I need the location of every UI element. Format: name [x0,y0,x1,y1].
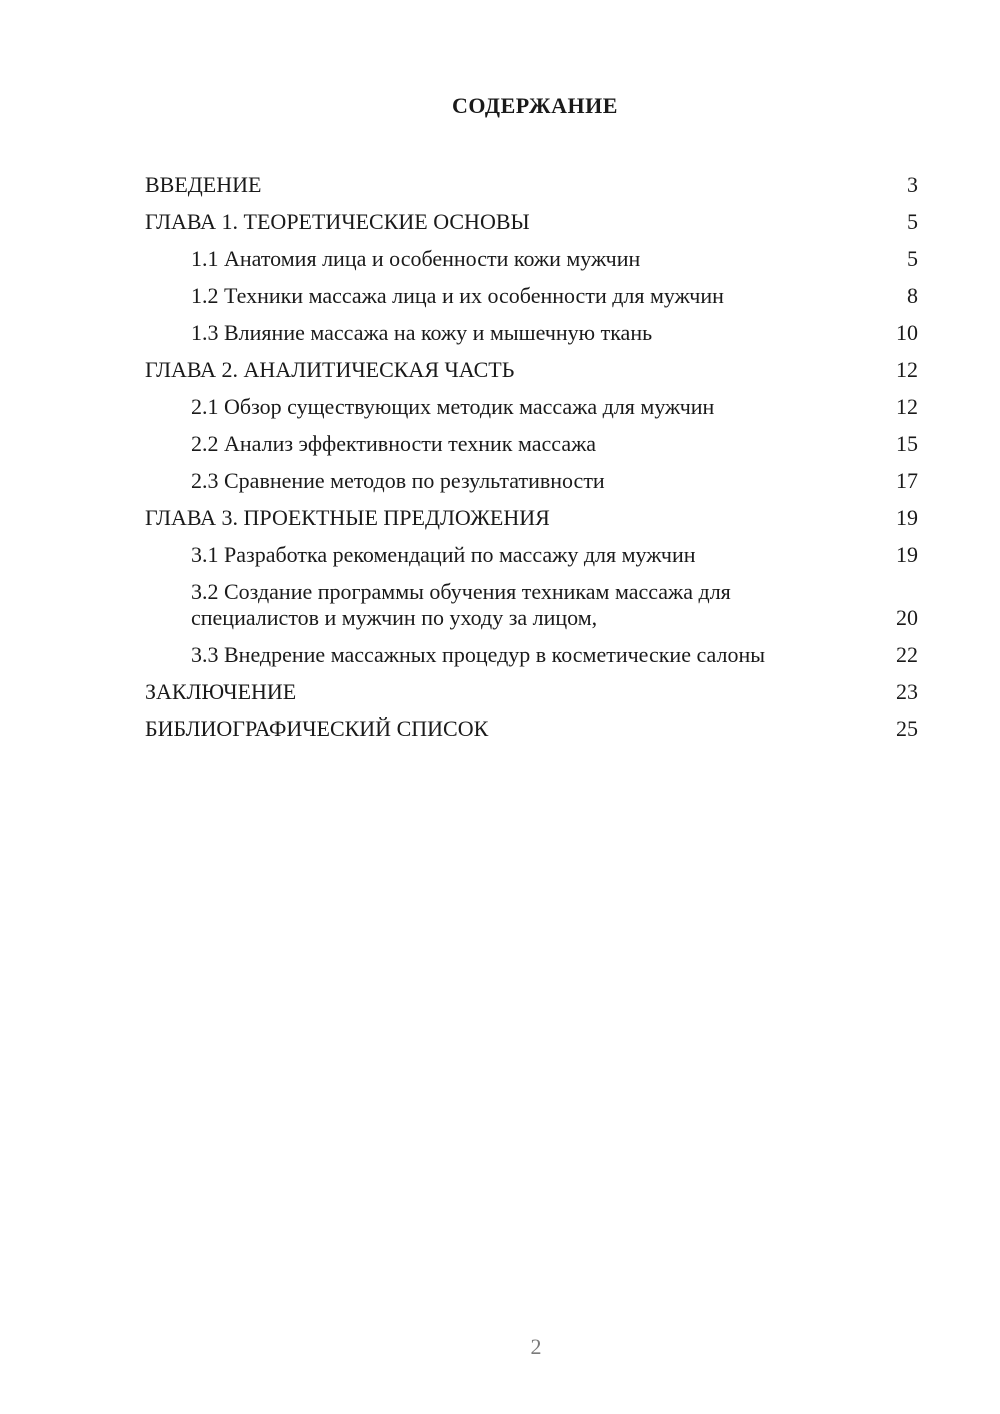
toc-section-entry [145,462,918,499]
toc-entry-label: ЗАКЛЮЧЕНИЕ [145,678,297,704]
toc-section-entry [145,536,918,573]
toc-entry-label: 2.2 Анализ эффективности техник массажа [191,430,597,456]
toc-entry-label: ГЛАВА 1. ТЕОРЕТИЧЕСКИЕ ОСНОВЫ [145,208,530,234]
toc-section-entry [145,425,918,462]
toc-entry-page: 17 [896,467,918,493]
toc-chapter-entry [145,351,918,388]
toc-title: СОДЕРЖАНИЕ [452,93,618,118]
toc-entry-label: 3.1 Разработка рекомендаций по массажу для мужчин [191,541,696,567]
toc-entry-label: 2.1 Обзор существующих методик массажа для мужчин [191,393,715,419]
toc-entry-page: 22 [896,641,918,667]
toc-chapter-entry [145,499,918,536]
toc-entry-page: 23 [896,678,918,704]
toc-section-entry [145,240,918,277]
table-of-contents [145,166,918,747]
toc-entry-label: 3.3 Внедрение массажных процедур в косметические салоны [191,641,765,667]
toc-entry-page: 8 [907,282,918,308]
toc-entry-label: 2.3 Сравнение методов по результативности [191,467,605,493]
toc-entry-page: 5 [907,208,918,234]
toc-chapter-entry [145,166,918,203]
toc-entry-page: 19 [896,504,918,530]
toc-entry-label: ГЛАВА 3. ПРОЕКТНЫЕ ПРЕДЛОЖЕНИЯ [145,504,550,530]
toc-chapter-entry [145,710,918,747]
toc-section-entry [145,314,918,351]
toc-section-entry [145,388,918,425]
toc-entry-page: 15 [896,430,918,456]
toc-section-entry [145,636,918,673]
toc-entry-page: 12 [896,356,918,382]
toc-entry-page: 20 [896,604,918,630]
toc-section-entry [145,277,918,314]
toc-entry-label: 1.3 Влияние массажа на кожу и мышечную ткань [191,319,653,345]
toc-chapter-entry [145,203,918,240]
toc-entry-page: 10 [896,319,918,345]
toc-entry-page: 19 [896,541,918,567]
toc-entry-page: 12 [896,393,918,419]
toc-chapter-entry [145,673,918,710]
toc-entry-label: БИБЛИОГРАФИЧЕСКИЙ СПИСОК [145,715,489,741]
toc-entry-page: 3 [907,171,918,197]
toc-section-entry [145,573,918,636]
toc-entry-label: 1.2 Техники массажа лица и их особенности для мужчин [191,282,724,308]
toc-entry-page: 5 [907,245,918,271]
toc-entry-page: 25 [896,715,918,741]
toc-entry-label: 1.1 Анатомия лица и особенности кожи мужчин [191,245,641,271]
page-number: 2 [530,1334,542,1359]
toc-entry-label: ВВЕДЕНИЕ [145,171,262,197]
toc-entry-label: ГЛАВА 2. АНАЛИТИЧЕСКАЯ ЧАСТЬ [145,356,515,382]
toc-entry-label: 3.2 Создание программы обучения техникам массажа для специалистов и мужчин по уходу за лицом, [191,578,731,630]
